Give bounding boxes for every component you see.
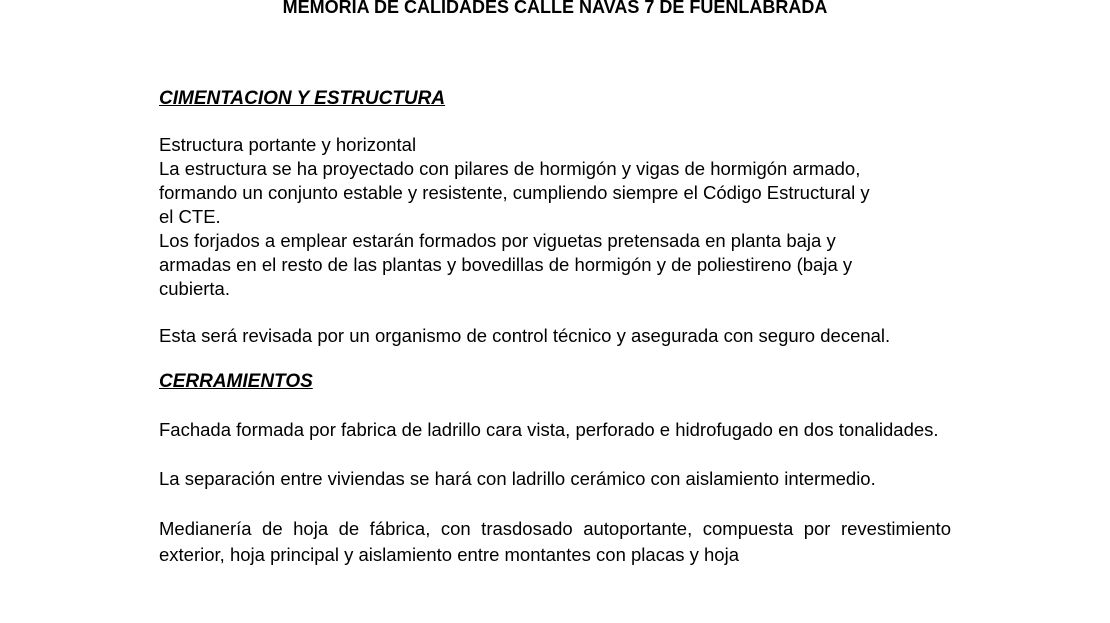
facade-paragraph: Fachada formada por fabrica de ladrillo cara vista, perforado e hidrofugado en dos tonalidades. [159,419,939,440]
paragraph-line: La estructura se ha proyectado con pilares de hormigón y vigas de hormigón armado, [159,158,861,179]
separation-paragraph: La separación entre viviendas se hará con ladrillo cerámico con aislamiento intermedio. [159,468,876,489]
document-title: MEMORIA DE CALIDADES CALLE NAVAS 7 DE FUENLABRADA [282,0,828,17]
section-heading-cimentacion: CIMENTACION Y ESTRUCTURA [159,88,446,109]
paragraph-line: cubierta. [159,278,230,299]
party-wall-paragraph: Medianería de hoja de fábrica, con trasdosado autoportante, compuesta por revestimiento exterior, hoja principal y aislamiento entre montantes con placas y hoja [159,518,951,565]
structure-paragraph [159,133,951,301]
paragraph-line: Estructura portante y horizontal [159,134,417,155]
paragraph-line: el CTE. [159,206,221,227]
paragraph-line: formando un conjunto estable y resistente, cumpliendo siempre el Código Estructural y [159,182,870,203]
paragraph-line: Los forjados a emplear estarán formados por viguetas pretensada en planta baja y [159,230,836,251]
paragraph-line: armadas en el resto de las plantas y bovedillas de hormigón y de poliestireno (baja y [159,254,853,275]
section-heading-cerramientos: CERRAMIENTOS [159,371,313,392]
document-body [159,88,951,568]
control-paragraph: Esta será revisada por un organismo de control técnico y asegurada con seguro decenal. [159,325,891,346]
